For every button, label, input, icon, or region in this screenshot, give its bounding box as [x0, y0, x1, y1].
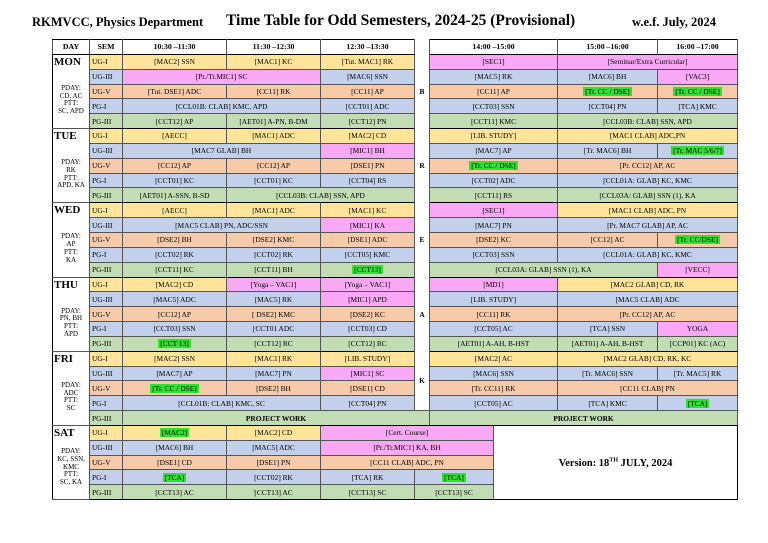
class-cell: [DSE2] BH — [123, 232, 227, 247]
pday-value-2: KMC — [63, 462, 79, 471]
sem-label: PG-III — [90, 114, 123, 129]
class-cell: [MAC2] SSN — [123, 54, 227, 69]
class-cell: [CCT11] RS — [430, 188, 558, 203]
col-slot-1: 10:30 –11:30 — [123, 40, 227, 55]
sem-label: UG-V — [90, 232, 123, 247]
sem-label: UG-V — [90, 455, 123, 470]
pday-label: PDAY: — [61, 380, 81, 389]
class-cell: [CCT01] KC — [123, 173, 227, 188]
class-cell: [MAC1] KC — [227, 54, 321, 69]
class-cell: [TCA] RK — [321, 470, 415, 485]
col-slot-2: 11:30 –12:30 — [227, 40, 321, 55]
pday-value: KC, SSN, — [57, 454, 85, 463]
sat-ug1-row — [53, 425, 738, 440]
ptt-value: APD — [63, 329, 78, 338]
class-cell: [MAC2] CD — [227, 425, 321, 440]
class-cell: [CCT13] AC — [227, 485, 321, 500]
class-cell: [Seminar/Extra Curricular] — [558, 54, 738, 69]
class-cell: [Pr./Tr.MIC1] SC — [123, 69, 321, 84]
col-sem: SEM — [90, 40, 123, 55]
sem-label: PG-III — [90, 485, 123, 500]
class-cell: [Pr./Tr.MIC1] KA, BH — [321, 440, 494, 455]
sem-label: PG-I — [90, 247, 123, 262]
sem-label: PG-I — [90, 99, 123, 114]
class-cell: [Tr. MAC6] BH — [558, 143, 658, 158]
day-name: MON — [54, 55, 81, 68]
class-cell: [MAC7] PN — [430, 218, 558, 233]
class-cell: [AET01] A-SSN, B-SD — [123, 188, 227, 203]
class-cell: [CCT13] AC — [123, 485, 227, 500]
pday-value: ADC — [63, 388, 79, 397]
project-work-cell: PROJECT WORK — [430, 411, 738, 426]
ptt-value: SC — [66, 404, 76, 413]
header-row — [53, 40, 738, 55]
class-cell: [MAC2] CD — [321, 129, 415, 144]
thu-ug3-row — [53, 292, 738, 307]
ptt-value: SC, KA — [59, 478, 83, 487]
class-cell: [MAC7] AP — [430, 143, 558, 158]
col-slot-4: 14:00 –15:00 — [430, 40, 558, 55]
fri-ug1-row — [53, 351, 738, 366]
pday-info — [53, 308, 89, 339]
class-cell — [658, 396, 738, 411]
class-cell: [DSE1] ADC — [321, 232, 415, 247]
class-cell: [DSE2] BH — [227, 381, 321, 396]
wed-pg1-row — [53, 247, 738, 262]
class-cell: [DSE2] KC — [321, 307, 415, 322]
class-cell: [DSE1] CD — [123, 455, 227, 470]
break-header — [415, 40, 430, 55]
highlight-cell: [Tr. CC / DSE] — [471, 161, 516, 171]
class-cell: [MAC1] RK — [227, 351, 321, 366]
class-cell: [CCL01A: GLAB] KC, KMC — [558, 173, 738, 188]
highlight-cell: [MAC2] — [161, 428, 188, 438]
tue-pg3-row — [53, 188, 738, 203]
class-cell: [MAC1] KC — [321, 203, 415, 218]
class-cell: [DSE2] KMC — [227, 232, 321, 247]
class-cell: [MAC7 GLAB] BH — [123, 143, 321, 158]
class-cell: [CCT01 ADC — [227, 322, 321, 337]
timetable — [52, 39, 738, 500]
highlight-cell: [TCA] — [687, 398, 708, 408]
sem-label: UG-I — [90, 277, 123, 292]
wed-ug3-row — [53, 218, 738, 233]
sem-label: PG-III — [90, 188, 123, 203]
class-cell: [CC12] AC — [558, 232, 658, 247]
sem-label: UG-V — [90, 158, 123, 173]
class-cell: [CCT04] PN — [558, 99, 658, 114]
class-cell: [Yoga – VAC1] — [227, 277, 321, 292]
ptt-value: KA — [65, 255, 77, 264]
class-cell: [MAC1] ADC — [227, 129, 321, 144]
sem-label: UG-I — [90, 54, 123, 69]
class-cell: [CCL03A: GLAB] SSN (1), KA — [558, 188, 738, 203]
sem-label: PG-I — [90, 470, 123, 485]
thu-ug1-row — [53, 277, 738, 292]
thu-pg3-row — [53, 336, 738, 351]
ptt-value: SC, APD — [58, 107, 84, 116]
class-cell: [AECC] — [123, 203, 227, 218]
class-cell: [MAC6] SSN — [430, 366, 558, 381]
class-cell: [MAC5] RK — [430, 69, 558, 84]
page-title: Time Table for Odd Semesters, 2024-25 (Provisional) — [226, 12, 576, 29]
ptt-label: PTT: — [63, 322, 79, 331]
fri-pg3-row — [53, 411, 738, 426]
mon-pg3-row — [53, 114, 738, 129]
wed-ug1-row — [53, 203, 738, 218]
version-text: Version: 18TH JULY, 2024 — [558, 457, 673, 470]
pday-value: RK — [66, 165, 76, 174]
highlight-cell: [Tr. CC/DSE] — [677, 235, 718, 245]
class-cell: [CCT05] AC — [430, 396, 558, 411]
pday-info — [53, 382, 89, 413]
class-cell: [MAC5 CLAB] PN, ADC/SSN — [123, 218, 321, 233]
class-cell: [VECC] — [658, 262, 738, 277]
class-cell: [CCT12] PN — [321, 114, 415, 129]
class-cell: [MIC1] KA — [321, 218, 415, 233]
class-cell: [LIB. STUDY] — [430, 292, 558, 307]
department-name: RKMVCC, Physics Department — [32, 15, 204, 29]
class-cell: [CCT03] SSN — [430, 247, 558, 262]
sem-label: UG-V — [90, 307, 123, 322]
class-cell: [MAC7] AP — [123, 366, 227, 381]
day-name: WED — [54, 204, 81, 217]
class-cell: [CCT11] KC — [123, 262, 227, 277]
class-cell: [DSE2] KC — [430, 232, 558, 247]
ptt-label: PTT: — [63, 470, 79, 479]
class-cell: [ DSE2] KMC — [227, 307, 321, 322]
fri-ug5-row — [53, 381, 738, 396]
class-cell: [CCT11] BH — [227, 262, 321, 277]
class-cell: [CCL01B: CLAB] KMC, APD — [123, 99, 321, 114]
sem-label: PG-III — [90, 336, 123, 351]
ptt-label: PTT: — [63, 99, 79, 108]
break-letter: R — [415, 129, 430, 203]
day-wed — [53, 203, 90, 277]
class-cell: [MAC1] ADC — [227, 203, 321, 218]
class-cell: [MAC5] RK — [227, 292, 321, 307]
fri-ug3-row — [53, 366, 738, 381]
ptt-label: PTT: — [63, 247, 79, 256]
class-cell: [MAC5 CLAB] ADC — [558, 292, 738, 307]
class-cell — [558, 84, 658, 99]
col-slot-3: 12:30 –13:30 — [321, 40, 415, 55]
mon-pg1-row — [53, 99, 738, 114]
class-cell — [430, 158, 558, 173]
day-name: TUE — [54, 130, 77, 143]
day-thu — [53, 277, 90, 351]
pday-label: PDAY: — [61, 158, 81, 167]
class-cell — [321, 262, 415, 277]
class-cell: [CC11] AP — [430, 84, 558, 99]
class-cell: [Tr. CC11] RK — [430, 381, 558, 396]
pday-label: PDAY: — [61, 232, 81, 241]
class-cell: [MAC5] ADC — [227, 440, 321, 455]
class-cell — [123, 425, 227, 440]
col-slot-5: 15:00 –16:00 — [558, 40, 658, 55]
class-cell: [CCT12] RC — [321, 336, 415, 351]
class-cell: [CC11 CLAB] ADC, PN — [321, 455, 494, 470]
class-cell: [TCA] KMC — [558, 396, 658, 411]
highlight-cell: [TCA] — [444, 472, 464, 482]
class-cell: [CC11] AP — [321, 84, 415, 99]
class-cell: [CC11 CLAB] PN — [558, 381, 738, 396]
class-cell: [Cert. Course] — [321, 425, 494, 440]
class-cell: [MAC7] PN — [227, 366, 321, 381]
sem-label: UG-III — [90, 366, 123, 381]
class-cell: [MAC2] AC — [430, 351, 558, 366]
class-cell: [MAC1 CLAB] ADC, PN — [558, 203, 738, 218]
pday-info — [53, 233, 89, 264]
class-cell: [MAC5] ADC — [123, 292, 227, 307]
class-cell — [123, 336, 227, 351]
class-cell: [MIC1] SC — [321, 366, 415, 381]
wed-ug5-row — [53, 232, 738, 247]
class-cell: [DSE1] PN — [227, 455, 321, 470]
class-cell: [CCL01B: CLAB] KMC, SC — [123, 396, 321, 411]
class-cell: [CCT11] KMC — [430, 114, 558, 129]
class-cell: [CCL03B: CLAB] SSN, APD — [227, 188, 415, 203]
highlight-cell: [CCT13] — [354, 265, 381, 275]
wed-pg3-row — [53, 262, 738, 277]
tue-ug5-row — [53, 158, 738, 173]
class-cell: [Tut. MAC1] RK — [321, 54, 415, 69]
class-cell — [415, 470, 494, 485]
col-day: DAY — [53, 40, 90, 55]
class-cell: [CCT02] ADC — [430, 173, 558, 188]
class-cell: [MAC1 CLAB] ADC,PN — [558, 129, 738, 144]
sem-label: UG-III — [90, 69, 123, 84]
sem-label: UG-I — [90, 203, 123, 218]
day-sat — [53, 425, 90, 499]
class-cell: [CCP01] KC (AC) — [658, 336, 738, 351]
class-cell: [CCT12] RC — [227, 336, 321, 351]
tue-pg1-row — [53, 173, 738, 188]
sem-label: UG-I — [90, 351, 123, 366]
class-cell: [CCL01A: GLAB] KC, KMC — [558, 247, 738, 262]
mon-ug5-row — [53, 84, 738, 99]
class-cell: [CCT03] CD — [321, 322, 415, 337]
class-cell: [CCT04] PN — [321, 396, 415, 411]
highlight-cell: [Tr. CC / DSE] — [675, 86, 720, 96]
class-cell: [CCT03] SSN — [123, 322, 227, 337]
class-cell: [Yoga – VAC1] — [321, 277, 415, 292]
class-cell: [LIB. STUDY] — [321, 351, 415, 366]
day-fri — [53, 351, 90, 425]
class-cell: [Tut. DSE1] ADC — [123, 84, 227, 99]
class-cell: [CC12] AP — [123, 307, 227, 322]
class-cell: [MD1] — [430, 277, 558, 292]
break-letter: B — [415, 54, 430, 128]
sem-label: PG-III — [90, 262, 123, 277]
class-cell: [CCT02] RK — [227, 247, 321, 262]
sem-label: UG-III — [90, 440, 123, 455]
sem-label: UG-III — [90, 143, 123, 158]
class-cell: [AET01] A-AH, B-HST — [558, 336, 658, 351]
pday-value: AP — [66, 240, 76, 249]
class-cell: [CC12] AP — [123, 158, 227, 173]
class-cell: [CCT02] RK — [227, 470, 321, 485]
class-cell: [CCT01] KC — [227, 173, 321, 188]
day-mon — [53, 54, 90, 128]
class-cell — [658, 232, 738, 247]
class-cell: [TCA] SSN — [558, 322, 658, 337]
sem-label: UG-III — [90, 218, 123, 233]
class-cell: [SEC1] — [430, 54, 558, 69]
class-cell: [MAC6] BH — [123, 440, 227, 455]
sem-label: PG-I — [90, 396, 123, 411]
sem-label: PG-I — [90, 322, 123, 337]
mon-ug3-row — [53, 69, 738, 84]
class-cell: [MAC2] SSN — [123, 351, 227, 366]
class-cell: [Pr. CC12] AP, AC — [558, 158, 738, 173]
sem-label: PG-I — [90, 173, 123, 188]
highlight-cell: [Tr. CC / DSE] — [585, 86, 630, 96]
class-cell: [CC11] RK — [430, 307, 558, 322]
class-cell: [DSE1] PN — [321, 158, 415, 173]
highlight-cell: [Tr. CC / DSE] — [152, 383, 197, 393]
tue-ug3-row — [53, 143, 738, 158]
class-cell: [CCT01] ADC — [321, 99, 415, 114]
highlight-cell: [CCT 13] — [160, 339, 189, 349]
class-cell: [MAC2 GLAB] CD, RK, KC — [558, 351, 738, 366]
ptt-value: APD, KA — [57, 181, 85, 190]
highlight-cell: [TCA] — [164, 472, 185, 482]
class-cell: [Pr. CC12] AP, AC — [558, 307, 738, 322]
page-header — [0, 12, 768, 34]
sem-label: UG-V — [90, 381, 123, 396]
break-letter: K — [415, 351, 430, 410]
thu-pg1-row — [53, 322, 738, 337]
class-cell: [MIC1] APD — [321, 292, 415, 307]
class-cell: YOGA — [658, 322, 738, 337]
class-cell: [CC12] AP — [227, 158, 321, 173]
version-box — [494, 425, 738, 499]
class-cell: [Tr. MAC5] RK — [658, 366, 738, 381]
class-cell: [CCT05] KMC — [321, 247, 415, 262]
pday-label: PDAY: — [61, 83, 81, 92]
class-cell: [CCT04] RS — [321, 173, 415, 188]
class-cell — [123, 381, 227, 396]
tue-ug1-row — [53, 129, 738, 144]
sem-label: UG-I — [90, 129, 123, 144]
class-cell — [658, 84, 738, 99]
day-tue — [53, 129, 90, 203]
class-cell: [VAC3] — [658, 69, 738, 84]
effective-date: w.e.f. July, 2024 — [632, 15, 717, 29]
sem-label: PG-III — [90, 411, 123, 426]
pday-label: PDAY: — [61, 306, 81, 315]
class-cell: [LIB. STUDY] — [430, 129, 558, 144]
class-cell: [CCT13] SC — [415, 485, 494, 500]
class-cell: [AET01] A-PN, B-DM — [227, 114, 321, 129]
pday-info — [53, 85, 89, 116]
ptt-label: PTT: — [63, 173, 79, 182]
class-cell: [MAC6] SSN — [321, 69, 415, 84]
break-letter: E — [415, 203, 430, 277]
col-slot-6: 16:00 –17:00 — [658, 40, 738, 55]
class-cell: [CCT05] AC — [430, 322, 558, 337]
ptt-label: PTT: — [63, 396, 79, 405]
class-cell: [MIC1] BH — [321, 143, 415, 158]
class-cell: [MAC6] BH — [558, 69, 658, 84]
class-cell — [658, 143, 738, 158]
thu-ug5-row — [53, 307, 738, 322]
class-cell: [SEC1] — [430, 203, 558, 218]
class-cell: [CCT02] RK — [123, 247, 227, 262]
class-cell: [DSE1] CD — [321, 381, 415, 396]
class-cell: [CCT13] SC — [321, 485, 415, 500]
class-cell: [TCA] KMC — [658, 99, 738, 114]
fri-pg1-row — [53, 396, 738, 411]
sem-label: UG-V — [90, 84, 123, 99]
class-cell: [AET01] A-AH, B-HST — [430, 336, 558, 351]
class-cell: [AECC] — [123, 129, 227, 144]
sem-label: UG-III — [90, 292, 123, 307]
class-cell — [123, 470, 227, 485]
class-cell: [CCL03A: GLAB] SSN (1), KA — [430, 262, 658, 277]
pday-info — [53, 159, 89, 190]
project-work-cell: PROJECT WORK — [123, 411, 430, 426]
break-letter: A — [415, 277, 430, 351]
pday-label: PDAY: — [61, 446, 81, 455]
class-cell: [MAC2 GLAB] CD, RK — [558, 277, 738, 292]
sem-label: UG-I — [90, 425, 123, 440]
class-cell: [CCT12] AP — [123, 114, 227, 129]
class-cell: [Tr. MAC6] SSN — [558, 366, 658, 381]
pday-info — [53, 448, 89, 487]
mon-ug1-row — [53, 54, 738, 69]
highlight-cell: [Tr. MAC 5/6/7] — [673, 146, 722, 156]
pday-value: CD, AC — [59, 91, 83, 100]
day-name: SAT — [54, 426, 75, 439]
class-cell: [CCL03B: CLAB] SSN, APD — [558, 114, 738, 129]
class-cell: [Pr. MAC7 GLAB] AP, AC — [558, 218, 738, 233]
class-cell: [CC11] RK — [227, 84, 321, 99]
pday-value: PN, BH — [59, 314, 83, 323]
class-cell: [CCT03] SSN — [430, 99, 558, 114]
day-name: THU — [54, 278, 78, 291]
day-name: FRI — [54, 352, 73, 365]
class-cell: [MAC2] CD — [123, 277, 227, 292]
